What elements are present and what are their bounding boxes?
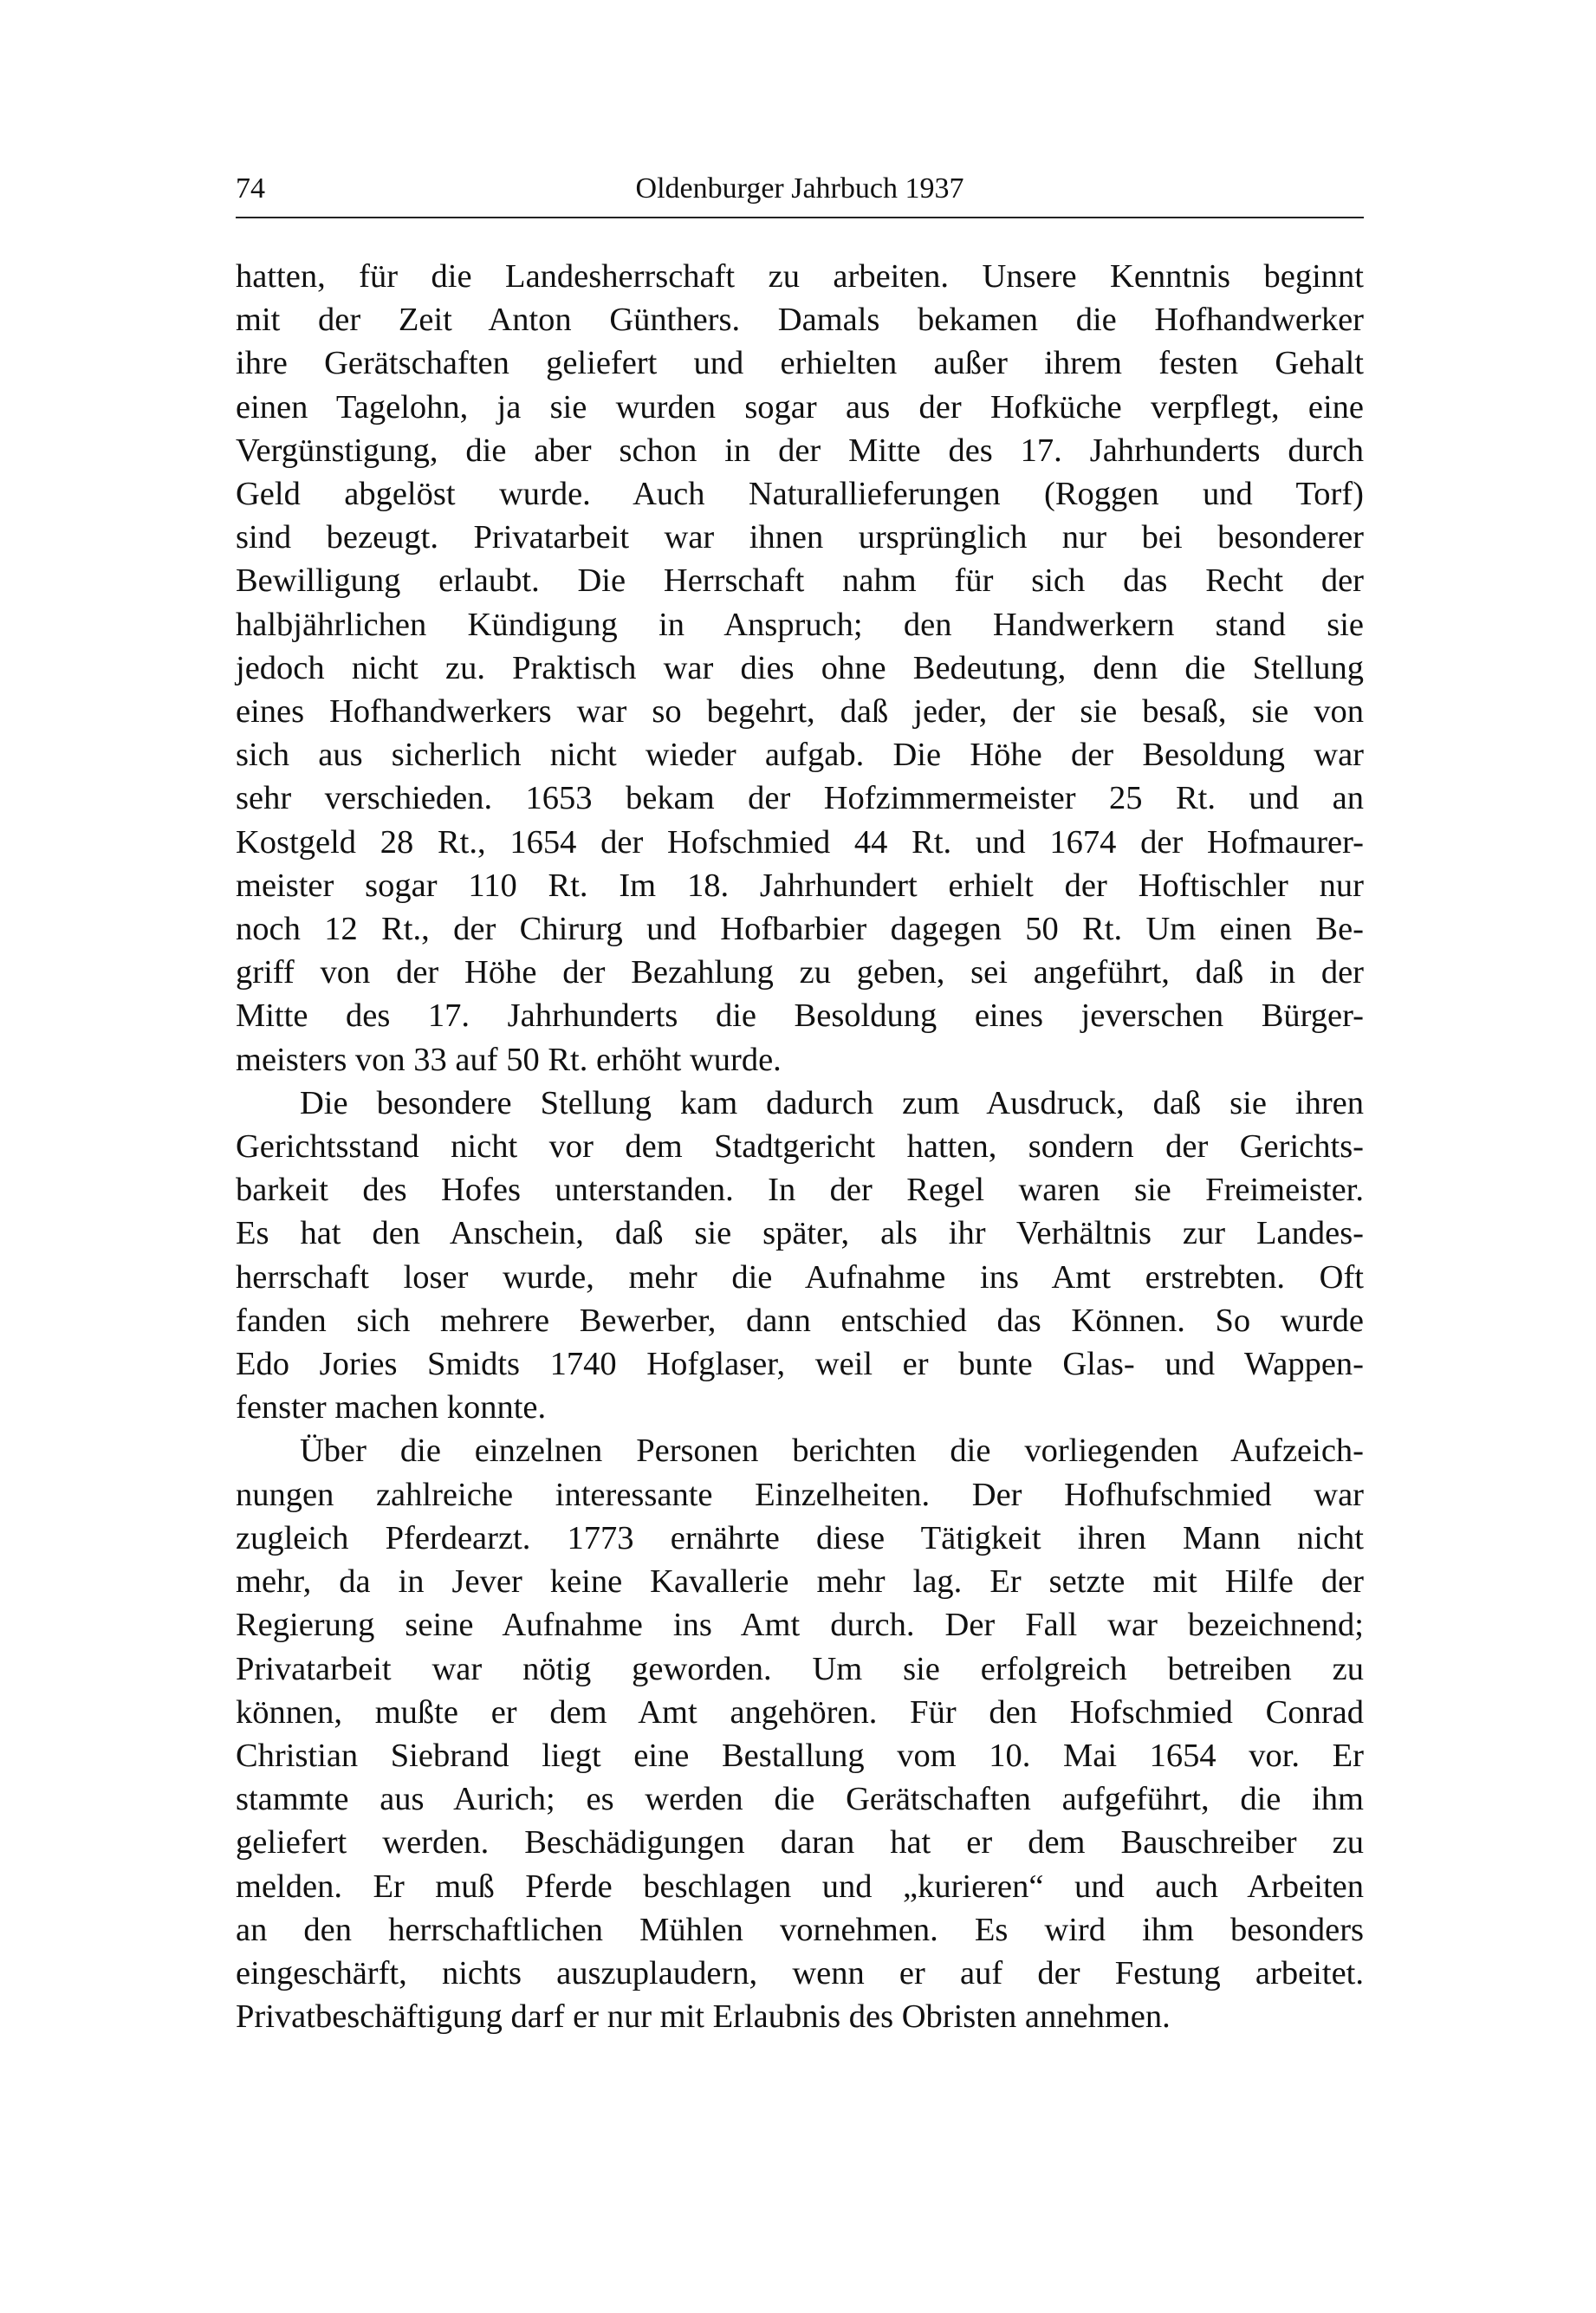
journal-title: Oldenburger Jahrbuch 1937 bbox=[635, 172, 964, 205]
text-line: Edo Jories Smidts 1740 Hofglaser, weil er bunte Glas- und Wappen- bbox=[236, 1346, 1364, 1383]
text-line: zugleich Pferdearzt. 1773 ernährte diese Tätigkeit ihren Mann nicht bbox=[236, 1519, 1364, 1556]
text-line: meisters von 33 auf 50 Rt. erhöht wurde. bbox=[236, 1041, 782, 1078]
text-line: fanden sich mehrere Bewerber, dann entschied das Können. So wurde bbox=[236, 1302, 1364, 1339]
running-head bbox=[236, 165, 1364, 213]
text-line: Gerichtsstand nicht vor dem Stadtgericht hatten, sondern der Gerichts- bbox=[236, 1128, 1364, 1166]
text-line: Kostgeld 28 Rt., 1654 der Hofschmied 44 Rt. und 1674 der Hofmaurer- bbox=[236, 823, 1364, 861]
paragraph-3 bbox=[236, 1429, 1364, 2038]
text-line: ihre Gerätschaften geliefert und erhielten außer ihrem festen Gehalt bbox=[236, 345, 1364, 382]
text-line: melden. Er muß Pferde beschlagen und „kurieren“ und auch Arbeiten bbox=[236, 1868, 1364, 1905]
text-line: sehr verschieden. 1653 bekam der Hofzimmermeister 25 Rt. und an bbox=[236, 780, 1364, 817]
text-line: geliefert werden. Beschädigungen daran hat er dem Bauschreiber zu bbox=[236, 1824, 1364, 1861]
text-line: können, mußte er dem Amt angehören. Für den Hofschmied Conrad bbox=[236, 1693, 1364, 1731]
text-line: hatten, für die Landesherrschaft zu arbeiten. Unsere Kenntnis beginnt bbox=[236, 258, 1364, 295]
text-line: noch 12 Rt., der Chirurg und Hofbarbier dagegen 50 Rt. Um einen Be- bbox=[236, 911, 1364, 948]
text-line: Geld abgelöst wurde. Auch Naturallieferungen (Roggen und Torf) bbox=[236, 476, 1364, 513]
text-line: nungen zahlreiche interessante Einzelheiten. Der Hofhufschmied war bbox=[236, 1476, 1364, 1513]
text-line: mehr, da in Jever keine Kavallerie mehr lag. Er setzte mit Hilfe der bbox=[236, 1563, 1364, 1601]
paragraph-1 bbox=[236, 255, 1364, 1082]
text-line: eines Hofhandwerkers war so begehrt, daß jeder, der sie besaß, sie von bbox=[236, 693, 1364, 731]
text-line: herrschaft loser wurde, mehr die Aufnahme ins Amt erstrebten. Oft bbox=[236, 1258, 1364, 1296]
text-line: Christian Siebrand liegt eine Bestallung vom 10. Mai 1654 vor. Er bbox=[236, 1737, 1364, 1774]
text-line: Die besondere Stellung kam dadurch zum Ausdruck, daß sie ihren bbox=[300, 1084, 1364, 1121]
text-line: Vergünstigung, die aber schon in der Mitte des 17. Jahrhunderts durch bbox=[236, 432, 1364, 469]
text-line: Über die einzelnen Personen berichten die vorliegenden Aufzeich- bbox=[300, 1433, 1364, 1470]
paragraph-2 bbox=[236, 1082, 1364, 1430]
header-rule bbox=[236, 217, 1364, 218]
text-line: Privatarbeit war nötig geworden. Um sie erfolgreich betreiben zu bbox=[236, 1650, 1364, 1687]
text-line: mit der Zeit Anton Günthers. Damals bekamen die Hofhandwerker bbox=[236, 302, 1364, 339]
text-line: meister sogar 110 Rt. Im 18. Jahrhundert erhielt der Hoftischler nur bbox=[236, 867, 1364, 904]
text-line: einen Tagelohn, ja sie wurden sogar aus der Hofküche verpflegt, eine bbox=[236, 388, 1364, 426]
text-line: jedoch nicht zu. Praktisch war dies ohne Bedeutung, denn die Stellung bbox=[236, 649, 1364, 686]
book-page bbox=[236, 165, 1364, 2038]
text-line: Bewilligung erlaubt. Die Herrschaft nahm für sich das Recht der bbox=[236, 562, 1364, 600]
text-line: Privatbeschäftigung darf er nur mit Erlaubnis des Obristen annehmen. bbox=[236, 1998, 1171, 2036]
text-line: an den herrschaftlichen Mühlen vornehmen. Es wird ihm besonders bbox=[236, 1911, 1364, 1948]
body-text bbox=[236, 255, 1364, 2038]
text-line: sind bezeugt. Privatarbeit war ihnen ursprünglich nur bei besonderer bbox=[236, 519, 1364, 556]
text-line: barkeit des Hofes unterstanden. In der Regel waren sie Freimeister. bbox=[236, 1172, 1364, 1209]
text-line: Es hat den Anschein, daß sie später, als ihr Verhältnis zur Landes- bbox=[236, 1215, 1364, 1252]
text-line: stammte aus Aurich; es werden die Gerätschaften aufgeführt, die ihm bbox=[236, 1781, 1364, 1818]
text-line: eingeschärft, nichts auszuplaudern, wenn er auf der Festung arbeitet. bbox=[236, 1954, 1364, 1991]
text-line: fenster machen konnte. bbox=[236, 1389, 547, 1426]
text-line: halbjährlichen Kündigung in Anspruch; den Handwerkern stand sie bbox=[236, 606, 1364, 643]
text-line: sich aus sicherlich nicht wieder aufgab. Die Höhe der Besoldung war bbox=[236, 737, 1364, 774]
text-line: griff von der Höhe der Bezahlung zu geben, sei angeführt, daß in der bbox=[236, 954, 1364, 991]
page-number: 74 bbox=[236, 172, 265, 205]
text-line: Regierung seine Aufnahme ins Amt durch. Der Fall war bezeichnend; bbox=[236, 1607, 1364, 1644]
text-line: Mitte des 17. Jahrhunderts die Besoldung eines jeverschen Bürger- bbox=[236, 997, 1364, 1035]
